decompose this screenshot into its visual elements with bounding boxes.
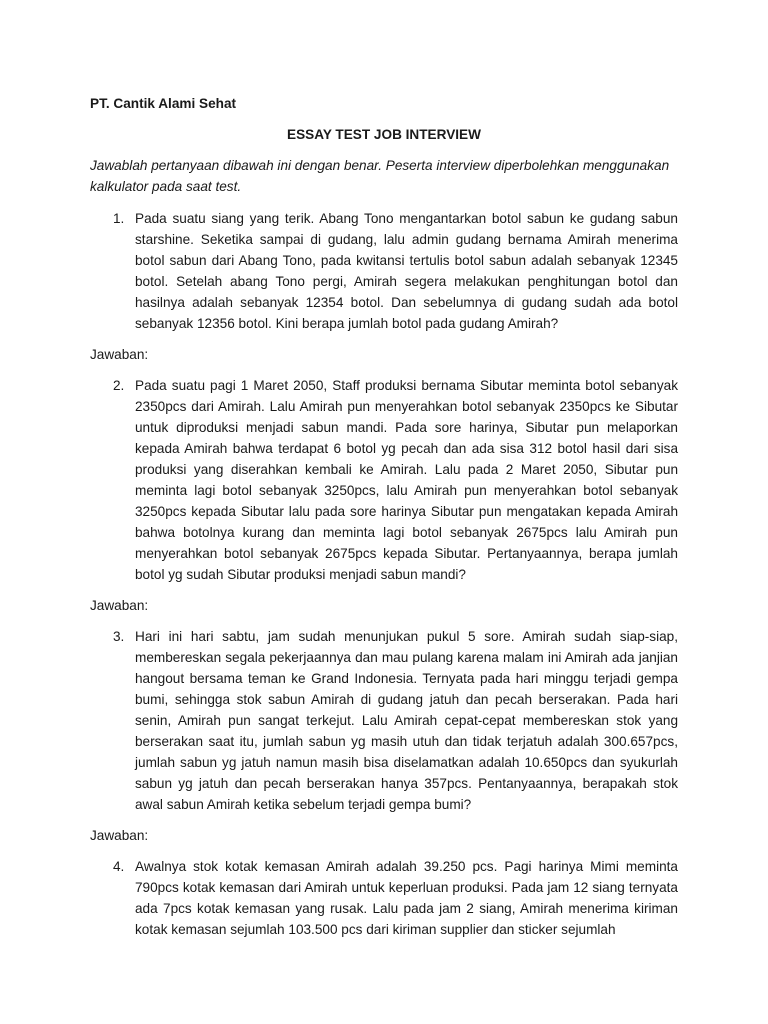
- answer-label: Jawaban:: [90, 598, 149, 613]
- answer-label: Jawaban:: [90, 347, 149, 362]
- answer-label: Jawaban:: [90, 828, 149, 843]
- question-text: Pada suatu siang yang terik. Abang Tono mengantarkan botol sabun ke gudang sabun starshine. Seketika sampai di gudang, lalu admin gudang bernama Amirah menerima botol sabun dari Abang Tono, pada kwitansi tertulis botol sabun adalah sebanyak 12345 botol. Setelah abang Tono pergi, Amirah segera melakukan penghitungan botol dan hasilnya adalah sebanyak 12354 botol. Dan sebelumnya di gudang sudah ada botol sebanyak 12356 botol. Kini berapa jumlah botol pada gudang Amirah?: [135, 211, 678, 331]
- document-title: ESSAY TEST JOB INTERVIEW: [287, 127, 481, 142]
- question-number: 2.: [113, 378, 125, 393]
- question-item: [90, 626, 678, 815]
- question-number: 4.: [113, 859, 125, 874]
- instructions: Jawablah pertanyaan dibawah ini dengan benar. Peserta interview diperbolehkan menggunakan kalkulator pada saat test.: [90, 158, 670, 194]
- question-item: [90, 856, 678, 940]
- question-text: Awalnya stok kotak kemasan Amirah adalah 39.250 pcs. Pagi harinya Mimi meminta 790pcs kotak kemasan dari Amirah untuk keperluan produksi. Pada jam 12 siang ternyata ada 7pcs kotak kemasan yang rusak. Lalu pada jam 2 siang, Amirah menerima kiriman kotak kemasan sejumlah 103.500 pcs dari kiriman supplier dan sticker sejumlah: [135, 859, 678, 937]
- question-item: [90, 208, 678, 334]
- question-item: [90, 375, 678, 585]
- question-text: Pada suatu pagi 1 Maret 2050, Staff produksi bernama Sibutar meminta botol sebanyak 2350pcs dari Amirah. Lalu Amirah pun menyerahkan botol sebanyak 2350pcs ke Sibutar untuk diproduksi menjadi sabun mandi. Pada sore harinya, Sibutar pun melaporkan kepada Amirah bahwa terdapat 6 botol yg pecah dan ada sisa 312 botol hasil dari sisa produksi yang diserahkan kembali ke Amirah. Lalu pada 2 Maret 2050, Sibutar pun meminta lagi botol sebanyak 3250pcs, lalu Amirah pun menyerahkan botol sebanyak 3250pcs kepada Sibutar lalu pada sore harinya Sibutar pun mengatakan kepada Amirah bahwa botolnya kurang dan meminta lagi botol sebanyak 2675pcs lalu Amirah pun menyerahkan botol sebanyak 2675pcs kepada Sibutar. Pertanyaannya, berapa jumlah botol yg sudah Sibutar produksi menjadi sabun mandi?: [135, 378, 678, 582]
- company-name: PT. Cantik Alami Sehat: [90, 96, 237, 111]
- document-body: [90, 93, 678, 940]
- question-number: 1.: [113, 211, 125, 226]
- question-text: Hari ini hari sabtu, jam sudah menunjukan pukul 5 sore. Amirah sudah siap-siap, membereskan segala pekerjaannya dan mau pulang karena malam ini Amirah ada janjian hangout bersama teman ke Grand Indonesia. Ternyata pada hari minggu terjadi gempa bumi, sehingga stok sabun Amirah di gudang jatuh dan pecah berserakan. Pada hari senin, Amirah pun sangat terkejut. Lalu Amirah cepat-cepat membereskan stok yang berserakan saat itu, jumlah sabun yg masih utuh dan tidak terjatuh adalah 300.657pcs, jumlah sabun yg jatuh namun masih bisa diselamatkan adalah 10.650pcs dan syukurlah sabun yg jatuh dan pecah berserakan hanya 357pcs. Pentanyaannya, berapakah stok awal sabun Amirah ketika sebelum terjadi gempa bumi?: [135, 629, 678, 812]
- question-number: 3.: [113, 629, 125, 644]
